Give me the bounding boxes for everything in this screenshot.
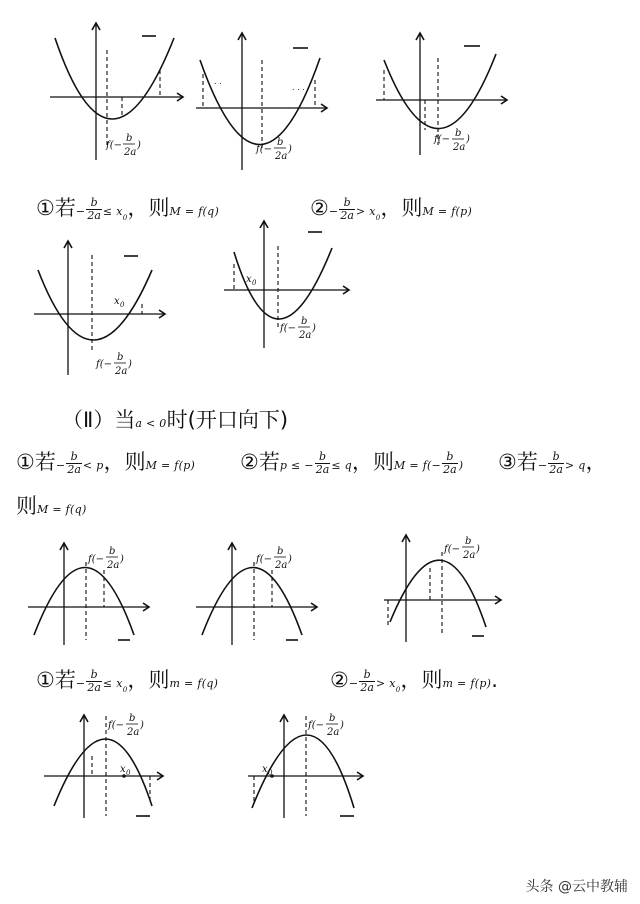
graph-up-vertex-left: [40, 20, 190, 165]
section-2-heading: （Ⅱ）当a < 0时(开口向下): [62, 408, 289, 432]
graph-up-vertex-right: [372, 30, 512, 160]
svg-text:): ): [312, 323, 316, 334]
svg-text:x: x: [262, 764, 268, 775]
svg-text:. . .: . . .: [292, 83, 305, 92]
graph-up-with-x0-right: [30, 240, 170, 380]
svg-text:2a: 2a: [463, 550, 476, 561]
case-row-2c: ③若− $\frac{b}{2a}$ > q，: [498, 450, 607, 476]
svg-text:2a: 2a: [115, 366, 128, 377]
svg-text:): ): [466, 134, 470, 145]
svg-text:0: 0: [268, 769, 273, 777]
case-row-1: ①若− $\frac{b}{2a}$ ≤ $x_0$，则M = f(q): [36, 196, 220, 223]
case-row-2b: ②若p ≤ − $\frac{b}{2a}$ ≤ q，则M = f(− $\frac{b}{2a}$ ): [240, 450, 464, 476]
svg-text:b: b: [277, 546, 284, 557]
svg-text:b: b: [301, 316, 308, 327]
svg-text:f(−: f(−: [256, 554, 272, 565]
svg-text:f(−: f(−: [434, 134, 450, 145]
case-row-3: ①若− $\frac{b}{2a}$ ≤ $x_0$，则m = f(q): [36, 668, 219, 695]
case-row-2-wrap: 则M = f(q): [16, 494, 87, 518]
svg-text:b: b: [465, 536, 472, 547]
svg-text:b: b: [129, 713, 136, 724]
svg-text:b: b: [109, 546, 116, 557]
svg-text:b: b: [455, 128, 462, 139]
graph-down-with-x0-left: [244, 712, 384, 822]
svg-text:f(−: f(−: [444, 544, 460, 555]
svg-text:b: b: [329, 713, 336, 724]
svg-text:b: b: [277, 137, 284, 148]
svg-text:0: 0: [126, 769, 131, 777]
svg-text:b: b: [117, 352, 124, 363]
svg-text:0: 0: [120, 301, 125, 309]
svg-text:. .: . .: [214, 77, 222, 86]
svg-text:f(−: f(−: [256, 144, 272, 155]
svg-text:2a: 2a: [127, 727, 140, 738]
svg-text:f(−: f(−: [96, 359, 112, 370]
svg-text:): ): [340, 720, 344, 731]
svg-text:): ): [140, 720, 144, 731]
svg-text:f(−: f(−: [108, 720, 124, 731]
graph-up-with-x0-left: [220, 218, 360, 353]
case-row-3b: ②− $\frac{b}{2a}$ > $x_0$，则m = f(p).: [330, 668, 498, 695]
svg-text:2a: 2a: [275, 560, 288, 571]
svg-text:): ): [128, 359, 132, 370]
svg-text:x: x: [120, 764, 126, 775]
graph-down-vertex-inside: [380, 532, 510, 647]
graph-down-vertex-right-2: [192, 540, 332, 650]
case-row-1b: ②− $\frac{b}{2a}$ > $x_0$，则M = f(p): [310, 196, 473, 223]
svg-text:2a: 2a: [124, 147, 137, 158]
svg-text:f(−: f(−: [88, 554, 104, 565]
svg-text:2a: 2a: [327, 727, 340, 738]
svg-text:2a: 2a: [107, 560, 120, 571]
graph-down-vertex-right-1: [24, 540, 164, 650]
graph-down-with-x0-right: [40, 712, 170, 822]
svg-text:): ): [476, 544, 480, 555]
svg-text:): ): [288, 144, 292, 155]
svg-text:f(−: f(−: [280, 323, 296, 334]
watermark: 头条 @云中教辅: [525, 879, 628, 895]
svg-text:f(−: f(−: [308, 720, 324, 731]
svg-text:0: 0: [252, 279, 257, 287]
svg-text:x: x: [246, 274, 252, 285]
svg-text:2a: 2a: [275, 151, 288, 162]
case-row-2: ①若− $\frac{b}{2a}$ < p，则M = f(p): [16, 450, 196, 476]
svg-text:): ): [120, 554, 124, 565]
svg-text:): ): [288, 554, 292, 565]
svg-text:x: x: [114, 296, 120, 307]
svg-text:2a: 2a: [453, 142, 466, 153]
svg-text:b: b: [126, 133, 133, 144]
svg-text:): ): [137, 140, 141, 151]
graph-up-vertex-mid: [192, 30, 332, 175]
svg-text:f(−: f(−: [106, 140, 122, 151]
svg-text:2a: 2a: [299, 330, 312, 341]
